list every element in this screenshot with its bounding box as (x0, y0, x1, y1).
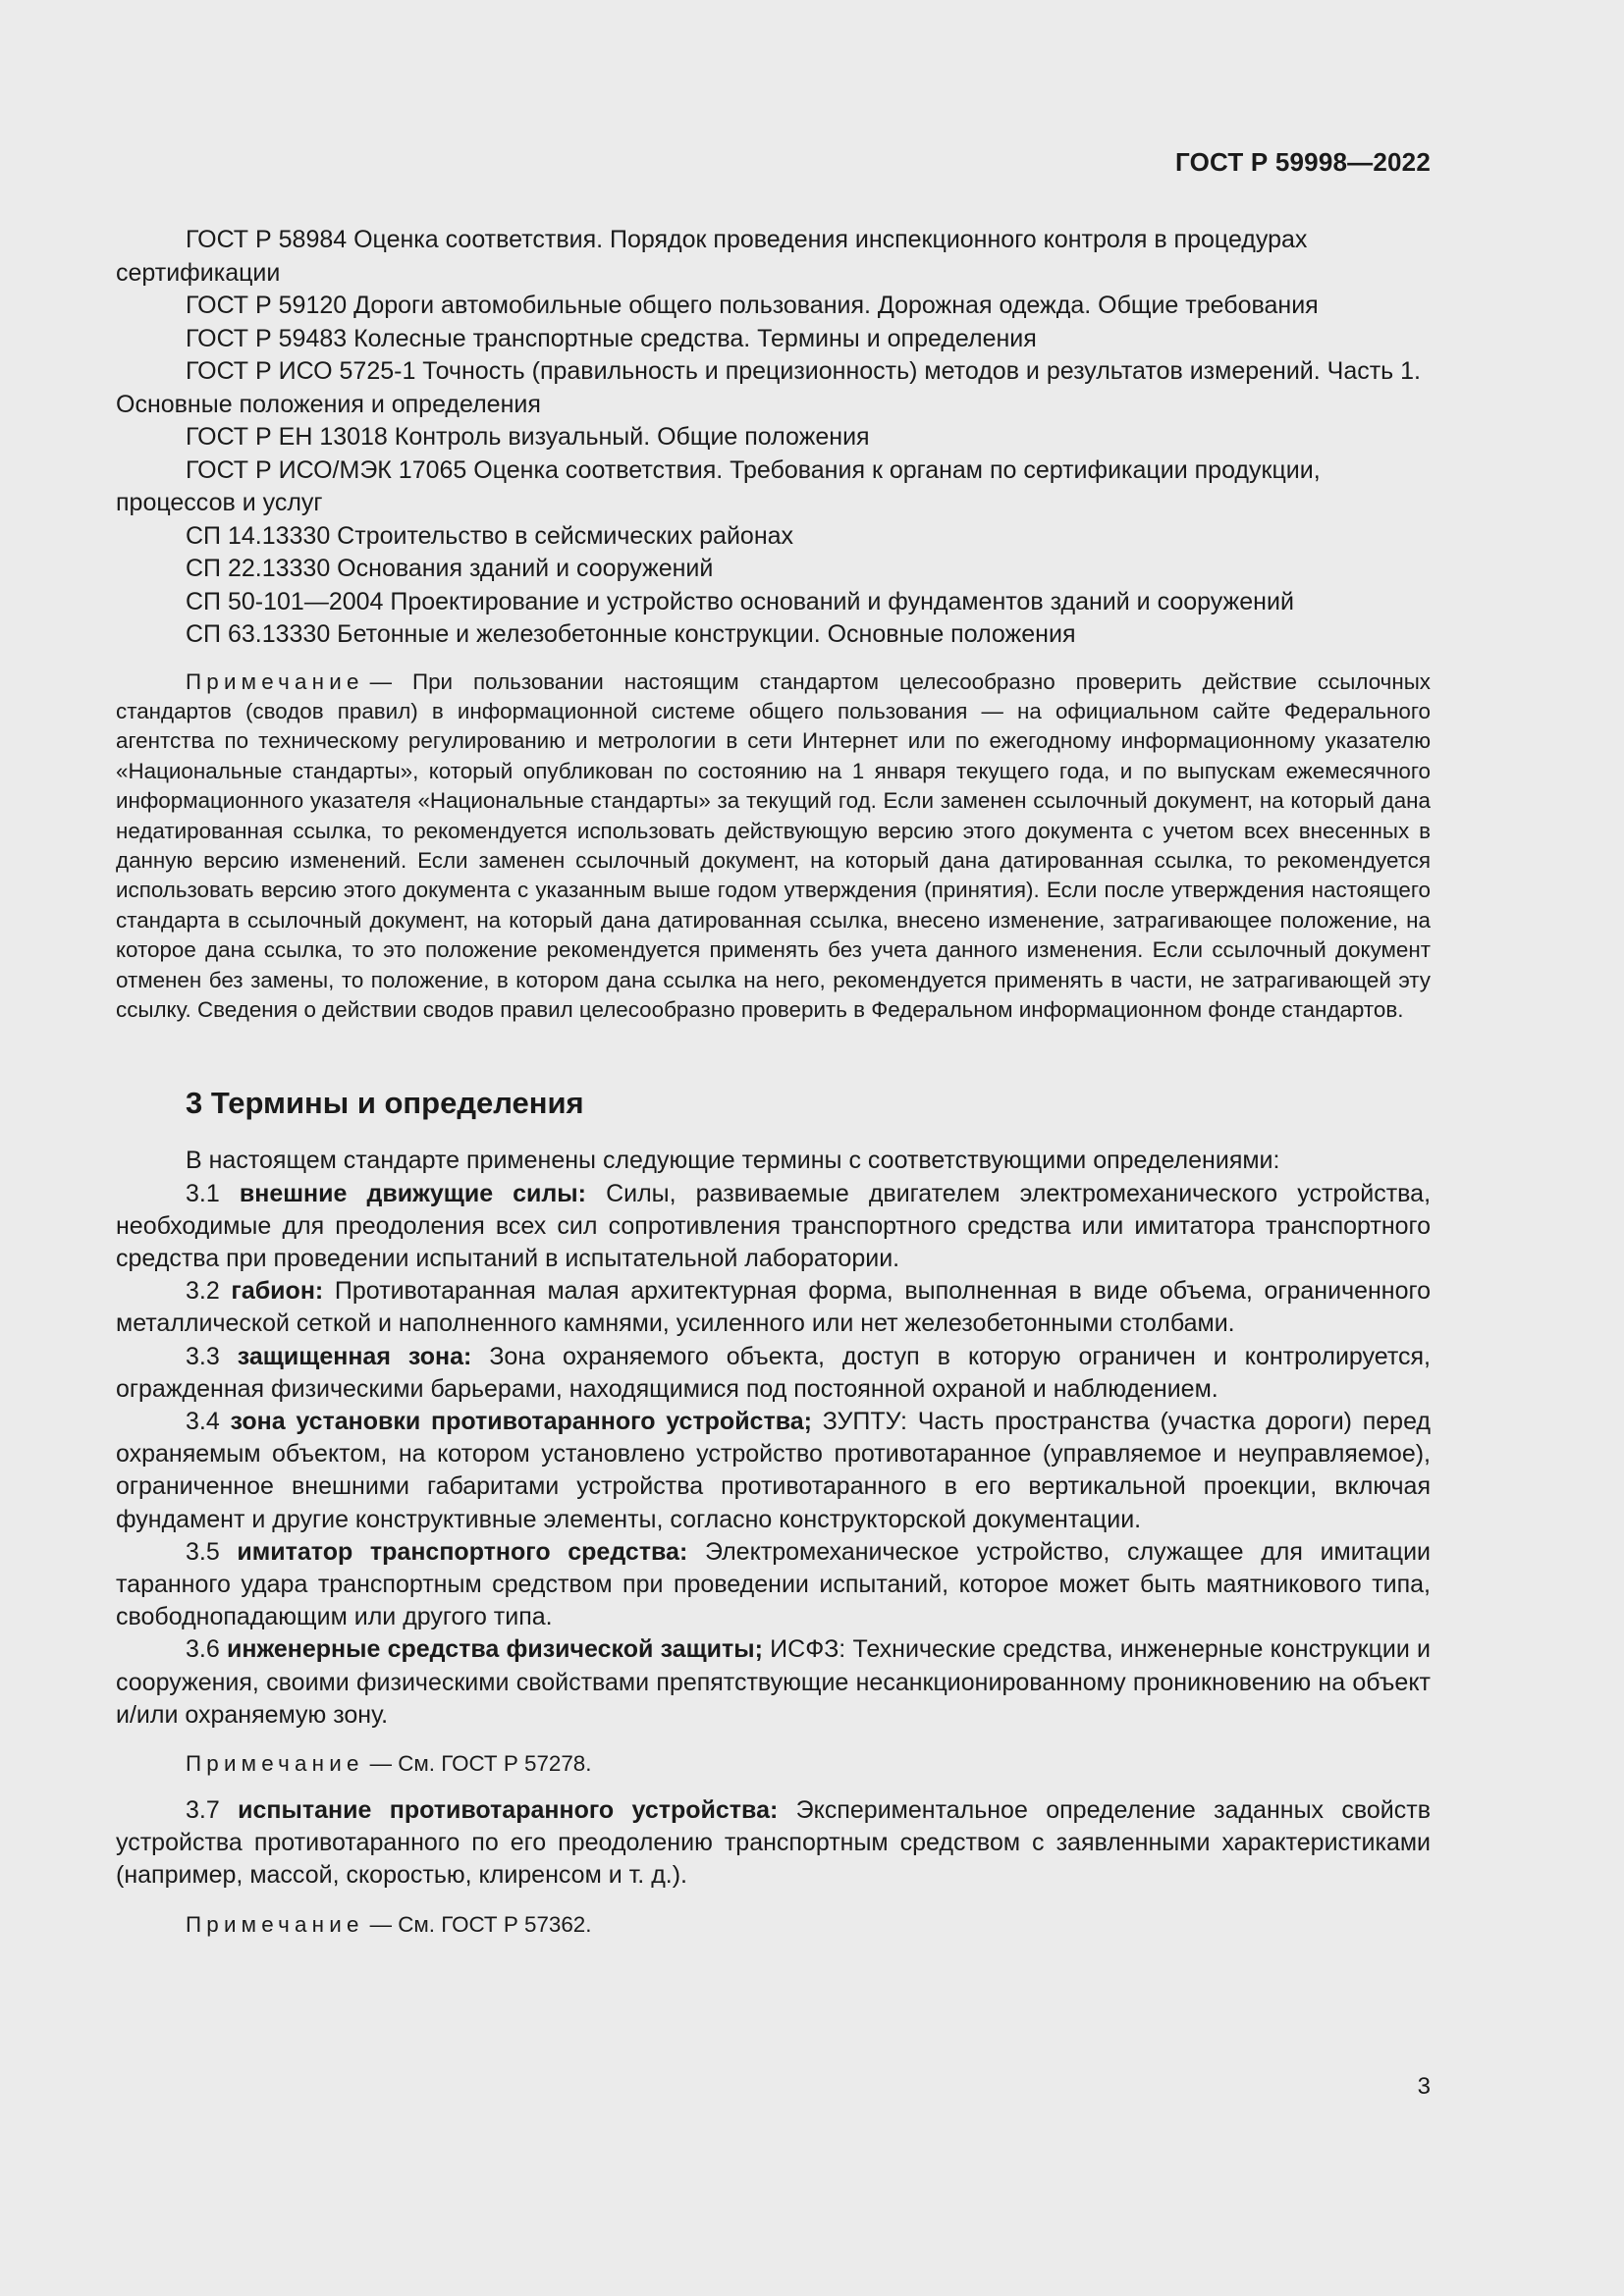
reference-item: СП 22.13330 Основания зданий и сооружений (186, 555, 714, 582)
term-note (116, 1910, 1431, 1940)
reference-item: ГОСТ Р ИСО/МЭК 17065 Оценка соответствия. Требования к органам по сертификации продукции, процессов и услуг (116, 455, 1321, 516)
term-text: Зона охраняемого объекта, доступ в которую ограничен и контролируется, огражденная физическими барьерами, находящимися под постоянной охраной и наблюдением. (116, 1342, 1431, 1403)
note-label: Примечание (186, 1751, 364, 1777)
term-name: инженерные средства физической защиты; (226, 1635, 763, 1664)
term-number: 3.6 (186, 1635, 220, 1664)
note-label: Примечание (186, 668, 364, 694)
term-number: 3.1 (186, 1179, 220, 1207)
references-note (116, 667, 1431, 1026)
term-definition (116, 1406, 1431, 1536)
term-name: внешние движущие силы: (239, 1179, 586, 1207)
note-text: — См. ГОСТ Р 57362. (369, 1911, 592, 1937)
term-definition (116, 1178, 1431, 1276)
term-name: габион: (231, 1277, 324, 1306)
term-number: 3.3 (186, 1342, 220, 1370)
term-name: зона установки противотаранного устройства; (230, 1408, 812, 1435)
note-label: Примечание (186, 1911, 364, 1937)
term-definition (116, 1341, 1431, 1406)
term-text: Электромеханическое устройство, служащее для имитации таранного удара транспортным средством при проведении испытаний, которое может быть маятникового типа, свободнопадающим или другого типа. (116, 1537, 1432, 1631)
page-content (116, 224, 1431, 1955)
reference-item: ГОСТ Р 59483 Колесные транспортные средства. Термины и определения (186, 324, 1037, 352)
term-name: защищенная зона: (237, 1342, 472, 1370)
reference-item: ГОСТ Р 58984 Оценка соответствия. Порядок проведения инспекционного контроля в процедурах сертификации (116, 226, 1308, 287)
note-text: — При пользовании настоящим стандартом целесообразно проверить действие ссылочных стандартов (сводов правил) в информационной системе общего пользования — на официальном сайте Федерального агентства по техническому регулированию и метрологии в сети Интернет или по ежегодному информационному указателю «Национальные стандарты», который опубликован по состоянию на 1 января текущего года, и по выпускам ежемесячного информационного указателя «Национальные стандарты» за текущий год. Если заменен ссылочный документ, на который дана недатированная ссылка, то рекомендуется использовать действующую версию этого документа с учетом всех внесенных в данную версию изменений. Если заменен ссылочный документ, на который дана датированная ссылка, то рекомендуется использовать версию этого документа с указанным выше годом утверждения (принятия). Если после утверждения настоящего стандарта в ссылочный документ, на который дана датированная ссылка, внесено изменение, затрагивающее положение, на которое дана ссылка, то это положение рекомендуется применять без учета данного изменения. Если ссылочный документ отменен без замены, то положение, в котором дана ссылка на него, рекомендуется применять в части, не затрагивающей эту ссылку. Сведения о действии сводов правил целесообразно проверить в Федеральном информационном фонде стандартов. (116, 668, 1431, 1022)
section-intro: В настоящем стандарте применены следующие термины с соответствующими определениями: (186, 1147, 1280, 1175)
term-definition (116, 1275, 1431, 1340)
page-number: 3 (1417, 2073, 1431, 2100)
section-title: 3 Термины и определения (186, 1086, 584, 1121)
document-header: ГОСТ Р 59998—2022 (1175, 147, 1431, 177)
term-number: 3.5 (186, 1537, 220, 1566)
term-text: Противотаранная малая архитектурная форма, выполненная в виде объема, ограниченного металлической сеткой и наполненного камнями, усиленного или нет железобетонными столбами. (116, 1277, 1431, 1338)
term-note (116, 1749, 1431, 1779)
term-name: испытание противотаранного устройства: (238, 1796, 779, 1825)
reference-item: ГОСТ Р ИСО 5725-1 Точность (правильность и прецизионность) методов и результатов измерений. Часть 1. Основные положения и определения (116, 357, 1421, 418)
reference-item: СП 63.13330 Бетонные и железобетонные конструкции. Основные положения (186, 620, 1076, 648)
reference-item: СП 14.13330 Строительство в сейсмических районах (186, 521, 794, 550)
term-text: Экспериментальное определение заданных свойств устройства противотаранного по его преодолению транспортным средством с заявленными характеристиками (например, массой, скоростью, клиренсом и т. д.). (116, 1796, 1431, 1890)
term-number: 3.2 (186, 1277, 220, 1306)
reference-item: ГОСТ Р 59120 Дороги автомобильные общего пользования. Дорожная одежда. Общие требования (186, 292, 1319, 319)
term-definition (116, 1536, 1431, 1634)
term-text: ЗУПТУ: Часть пространства (участка дороги) перед охраняемым объектом, на котором установлено устройство противотаранное (управляемое и неуправляемое), ограниченное внешними габаритами устройства противотаранного в его вертикальной проекции, включая фундамент и другие конструктивные элементы, согласно конструкторской документации. (116, 1408, 1432, 1533)
term-text: Силы, развиваемые двигателем электромеханического устройства, необходимые для преодоления всех сил сопротивления транспортного средства или имитатора транспортного средства при проведении испытаний в испытательной лаборатории. (116, 1179, 1432, 1272)
term-definition (116, 1794, 1431, 1893)
term-text: ИСФЗ: Технические средства, инженерные конструкции и сооружения, своими физическими свойствами препятствующие несанкционированному проникновению на объект и/или охраняемую зону. (116, 1635, 1431, 1729)
term-definition (116, 1633, 1431, 1732)
term-number: 3.7 (186, 1796, 220, 1825)
normative-references-list (116, 224, 1431, 652)
reference-item: ГОСТ Р ЕН 13018 Контроль визуальный. Общие положения (186, 423, 870, 451)
term-number: 3.4 (186, 1408, 220, 1435)
term-name: имитатор транспортного средства: (237, 1537, 688, 1566)
note-text: — См. ГОСТ Р 57278. (369, 1751, 592, 1777)
reference-item: СП 50-101—2004 Проектирование и устройство оснований и фундаментов зданий и сооружений (186, 587, 1294, 615)
